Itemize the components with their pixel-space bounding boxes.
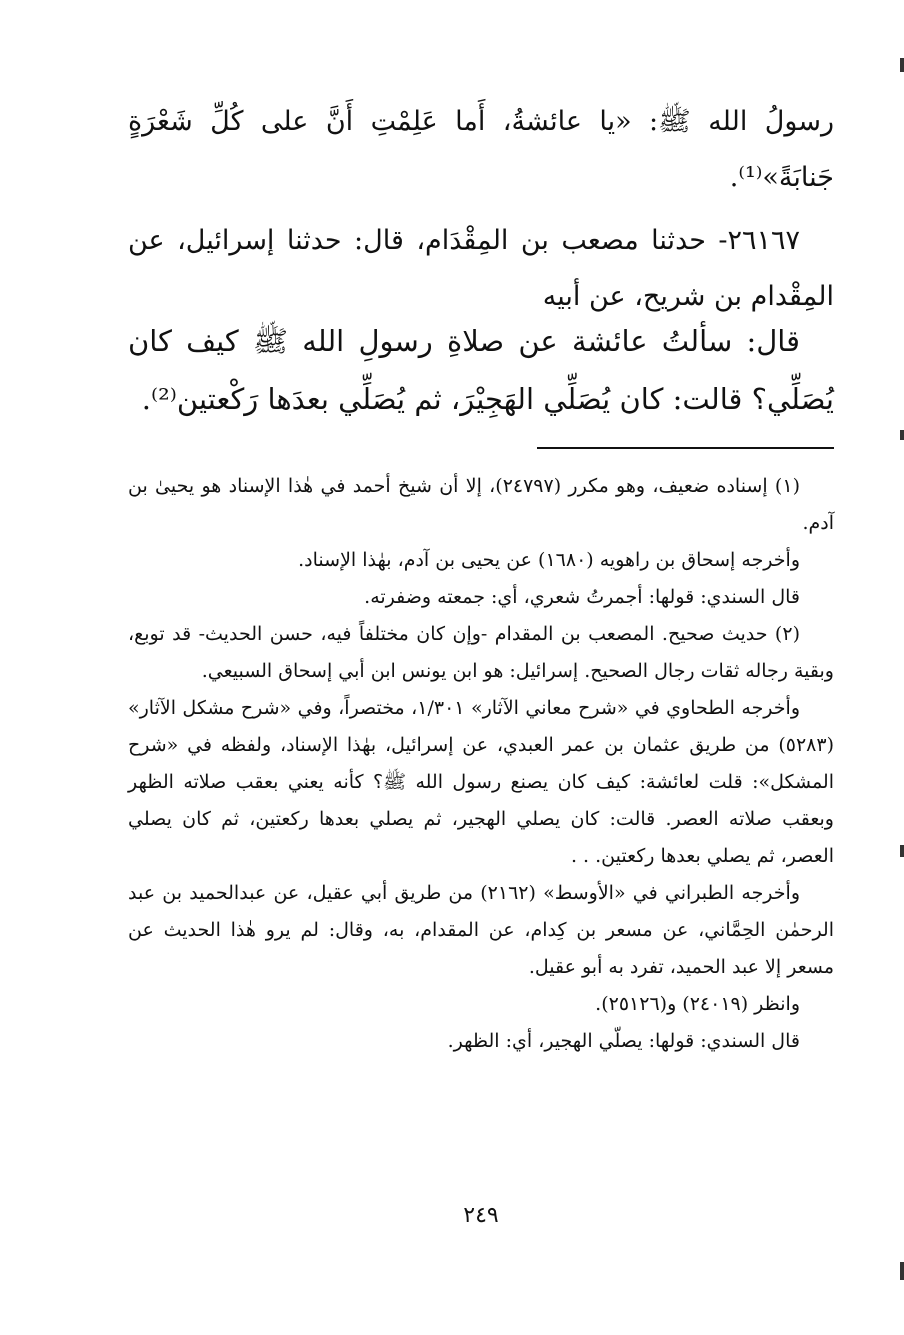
scan-edge-mark (900, 58, 904, 72)
footnote-2-sindi: قال السندي: قولها: يصلّي الهجير، أي: الظهر. (447, 1030, 800, 1052)
scan-edge-mark (900, 845, 904, 857)
footnote-separator (537, 447, 834, 449)
page-number: ٢٤٩ (463, 1203, 499, 1228)
footnote-2-see-also: وانظر (٢٤٠١٩) و(٢٥١٢٦). (595, 993, 800, 1015)
footnote-1-sindi: قال السندي: قولها: أجمرتُ شعري، أي: جمعته وضفرته. (364, 586, 800, 608)
footnote-1-source: وأخرجه إسحاق بن راهويه (١٦٨٠) عن يحيى بن آدم، بهٰذا الإسناد. (298, 549, 800, 571)
footnote-2-tabarani: وأخرجه الطبراني في «الأوسط» (٢١٦٢) من طريق أبي عقيل، عن عبدالحميد بن عبد الرحمٰن الحِمَّاني، عن مسعر بن كِدام، عن المقدام، به، وقال: لم يرو هٰذا الحديث عن مسعر إلا عبد الحميد، تفرد به أبو عقيل. (128, 882, 834, 978)
hadith-chain: ٢٦١٦٧- حدثنا مصعب بن المِقْدَام، قال: حدثنا إسرائيل، عن المِقْدام بن شريح، عن أبيه (128, 225, 834, 312)
hadith-text: قال: سألتُ عائشة عن صلاةِ رسولِ الله ﷺ كيف كان يُصَلِّي؟ قالت: كان يُصَلِّي الهَجِيْرَ، ثم يُصَلِّي بعدَها رَكْعتين⁽²⁾. (128, 324, 834, 416)
footnote-2-tahawi: وأخرجه الطحاوي في «شرح معاني الآثار» ١/٣٠١، مختصراً، وفي «شرح مشكل الآثار» (٥٢٨٣) من طريق عثمان بن عمر العبدي، عن إسرائيل، بهٰذا الإسناد، ولفظه في «شرح المشكل»: قلت لعائشة: كيف كان يصنع رسول الله ﷺ؟ كأنه يعني بعقب صلاته الظهر وبعقب صلاته العصر. قالت: كان يصلي الهجير، ثم يصلي بعدها ركعتين، ثم كان يصلي العصر، ثم يصلي بعدها ركعتين. . . (128, 697, 834, 867)
footnote-1: (١) إسناده ضعيف، وهو مكرر (٢٤٧٩٧)، إلا أن شيخ أحمد في هٰذا الإسناد هو يحيىٰ بن آدم. (128, 475, 834, 534)
scan-edge-mark (900, 1262, 904, 1280)
footnote-2: (٢) حديث صحيح. المصعب بن المقدام -وإن كان مختلفاً فيه، حسن الحديث- قد توبع، وبقية رجاله ثقات رجال الصحيح. إسرائيل: هو ابن يونس ابن أبي إسحاق السبيعي. (128, 623, 834, 682)
scan-edge-mark (900, 430, 904, 440)
footnotes (128, 468, 834, 1060)
page (128, 0, 834, 1335)
hadith-text-continuation: رسولُ الله ﷺ: «يا عائشةُ، أَما عَلِمْتِ أَنَّ على كُلِّ شَعْرَةٍ جَنابَةً»⁽¹⁾. (128, 106, 834, 193)
